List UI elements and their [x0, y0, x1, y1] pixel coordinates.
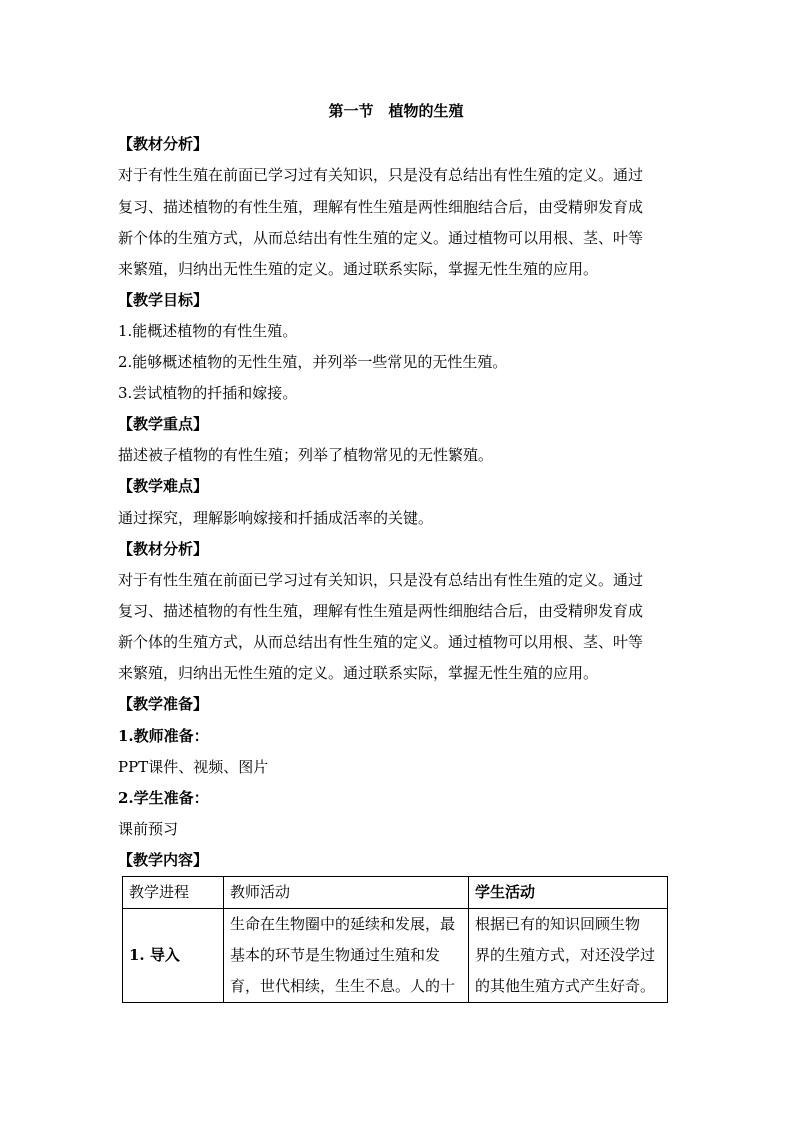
prep-student-label: 2.学生准备：	[118, 789, 209, 807]
paragraph-line: 对于有性生殖在前面已学习过有关知识，只是没有总结出有性生殖的定义。通过	[118, 571, 644, 589]
paragraph-line: 新个体的生殖方式，从而总结出有性生殖的定义。通过植物可以用根、茎、叶等	[118, 633, 644, 651]
paragraph-line: 复习、描述植物的有性生殖，理解有性生殖是两性细胞结合后，由受精卵发育成	[118, 198, 644, 216]
prep-student-text: 课前预习	[118, 820, 179, 838]
key-point-text: 描述被子植物的有性生殖；列举了植物常见的无性繁殖。	[118, 446, 494, 464]
section-heading-difficulty: 【教学难点】	[118, 477, 209, 495]
difficulty-text: 通过探究，理解影响嫁接和扦插成活率的关键。	[118, 509, 434, 527]
section-heading-analysis: 【教材分析】	[118, 540, 209, 558]
goal-item: 1.能概述植物的有性生殖。	[118, 322, 298, 340]
section-heading-key: 【教学重点】	[118, 415, 209, 433]
paragraph-line: 新个体的生殖方式，从而总结出有性生殖的定义。通过植物可以用根、茎、叶等	[118, 229, 644, 247]
cell-text-line: 界的生殖方式，对还没学过	[475, 946, 656, 964]
paragraph-line: 对于有性生殖在前面已学习过有关知识，只是没有总结出有性生殖的定义。通过	[118, 166, 644, 184]
table-cell-student	[469, 909, 668, 1003]
cell-text-line: 根据已有的知识回顾生物	[475, 915, 641, 933]
section-heading-goals: 【教学目标】	[118, 291, 209, 309]
cell-text-line: 的其他生殖方式产生好奇。	[475, 977, 656, 995]
cell-text-line: 育，世代相续，生生不息。人的十	[230, 977, 456, 995]
table-cell-stage: 1. 导入	[123, 909, 224, 1003]
section-heading-prep: 【教学准备】	[118, 695, 209, 713]
table-header-teacher: 教师活动	[224, 877, 469, 909]
cell-text-line: 生命在生物圈中的延续和发展，最	[230, 915, 456, 933]
table-header-row	[123, 877, 668, 909]
paragraph-line: 复习、描述植物的有性生殖，理解有性生殖是两性细胞结合后，由受精卵发育成	[118, 602, 644, 620]
document-title: 第一节 植物的生殖	[328, 102, 464, 120]
prep-teacher-label: 1.教师准备：	[118, 727, 209, 745]
table-header-stage: 教学进程	[123, 877, 224, 909]
goal-item: 2.能够概述植物的无性生殖，并列举一些常见的无性生殖。	[118, 353, 508, 371]
section-heading-content: 【教学内容】	[118, 851, 209, 869]
paragraph-line: 来繁殖，归纳出无性生殖的定义。通过联系实际，掌握无性生殖的应用。	[118, 260, 599, 278]
prep-teacher-text: PPT课件、视频、图片	[118, 758, 269, 776]
goal-item: 3.尝试植物的扦插和嫁接。	[118, 384, 298, 402]
paragraph-line: 来繁殖，归纳出无性生殖的定义。通过联系实际，掌握无性生殖的应用。	[118, 664, 599, 682]
lesson-content-table	[122, 876, 668, 1003]
table-cell-teacher	[224, 909, 469, 1003]
section-heading-analysis: 【教材分析】	[118, 135, 209, 153]
table-header-student: 学生活动	[469, 877, 668, 909]
cell-text-line: 基本的环节是生物通过生殖和发	[230, 946, 441, 964]
table-row	[123, 909, 668, 1003]
